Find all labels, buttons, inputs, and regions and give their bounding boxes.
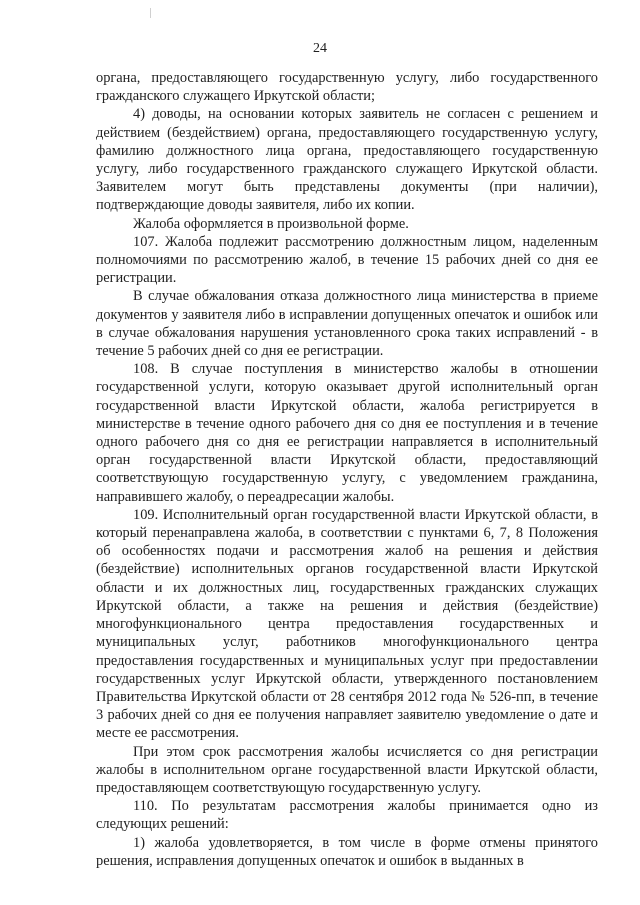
paragraph-110: 110. По результатам рассмотрения жалобы принимается одно из следующих решений: [96, 798, 598, 833]
paragraph-review-term: При этом срок рассмотрения жалобы исчисляется со дня регистрации жалобы в исполнительном органе государственной власти Иркутской области, предоставляющем соответствующую государственную услугу. [96, 743, 598, 796]
document-body [96, 69, 598, 870]
scan-artifact [150, 8, 151, 18]
paragraph-109: 109. Исполнительный орган государственной власти Иркутской области, в который перенаправлена жалоба, в соответствии с пунктами 6, 7, 8 Положения об особенностях подачи и рассмотрения жалоб на решения и действия (бездействие) исполнительных органов государственной власти Иркутской области и их должностных лиц, государственных гражданских служащих Иркутской области, а также на решения и действия (бездействие) многофункционального центра предоставления государственных и муниципальных услуг, работников многофункционального центра предоставления государственных и муниципальных услуг при предоставлении государственных услуг Иркутской области, утвержденного постановлением Правительства Иркутской области от 28 сентября 2012 года № 526-пп, в течение 3 рабочих дней со дня ее получения направляет заявителю уведомление о дате и месте ее рассмотрения. [96, 506, 598, 742]
paragraph-107: 107. Жалоба подлежит рассмотрению должностным лицом, наделенным полномочиями по рассмотрению жалоб, в течение 15 рабочих дней со дня ее регистрации. [96, 233, 598, 287]
paragraph-108: 108. В случае поступления в министерство жалобы в отношении государственной услуги, которую оказывает другой исполнительный орган государственной власти Иркутской области, жалоба регистрируется в министерстве в течение одного рабочего дня со дня ее поступления и в течение одного рабочего дня со дня ее регистрации направляется в исполнительный орган государственной власти Иркутской области, предоставляющий соответствующую государственную услугу, с уведомлением гражданина, направившего жалобу, о переадресации жалобы. [96, 361, 598, 505]
page-number: 24 [313, 41, 327, 56]
paragraph-continuation: органа, предоставляющего государственную услугу, либо государственного гражданского служащего Иркутской области; [96, 70, 598, 105]
paragraph-item-4: 4) доводы, на основании которых заявитель не согласен с решением и действием (бездействием) органа, предоставляющего государственную услугу, фамилию должностного лица органа, предоставляющего государственную услугу, либо государственного гражданского служащего Иркутской области. Заявителем могут быть представлены документы (при наличии), подтверждающие доводы заявителя, либо их копии. [96, 106, 598, 214]
paragraph-decision-1: 1) жалоба удовлетворяется, в том числе в форме отмены принятого решения, исправления допущенных опечаток и ошибок в выданных в [96, 834, 598, 869]
paragraph-refusal-appeal: В случае обжалования отказа должностного лица министерства в приеме документов у заявителя либо в исправлении допущенных опечаток и ошибок или в случае обжалования нарушения установленного срока таких исправлений - в течение 5 рабочих дней со дня ее регистрации. [96, 288, 598, 360]
paragraph-form-note: Жалоба оформляется в произвольной форме. [133, 215, 409, 232]
